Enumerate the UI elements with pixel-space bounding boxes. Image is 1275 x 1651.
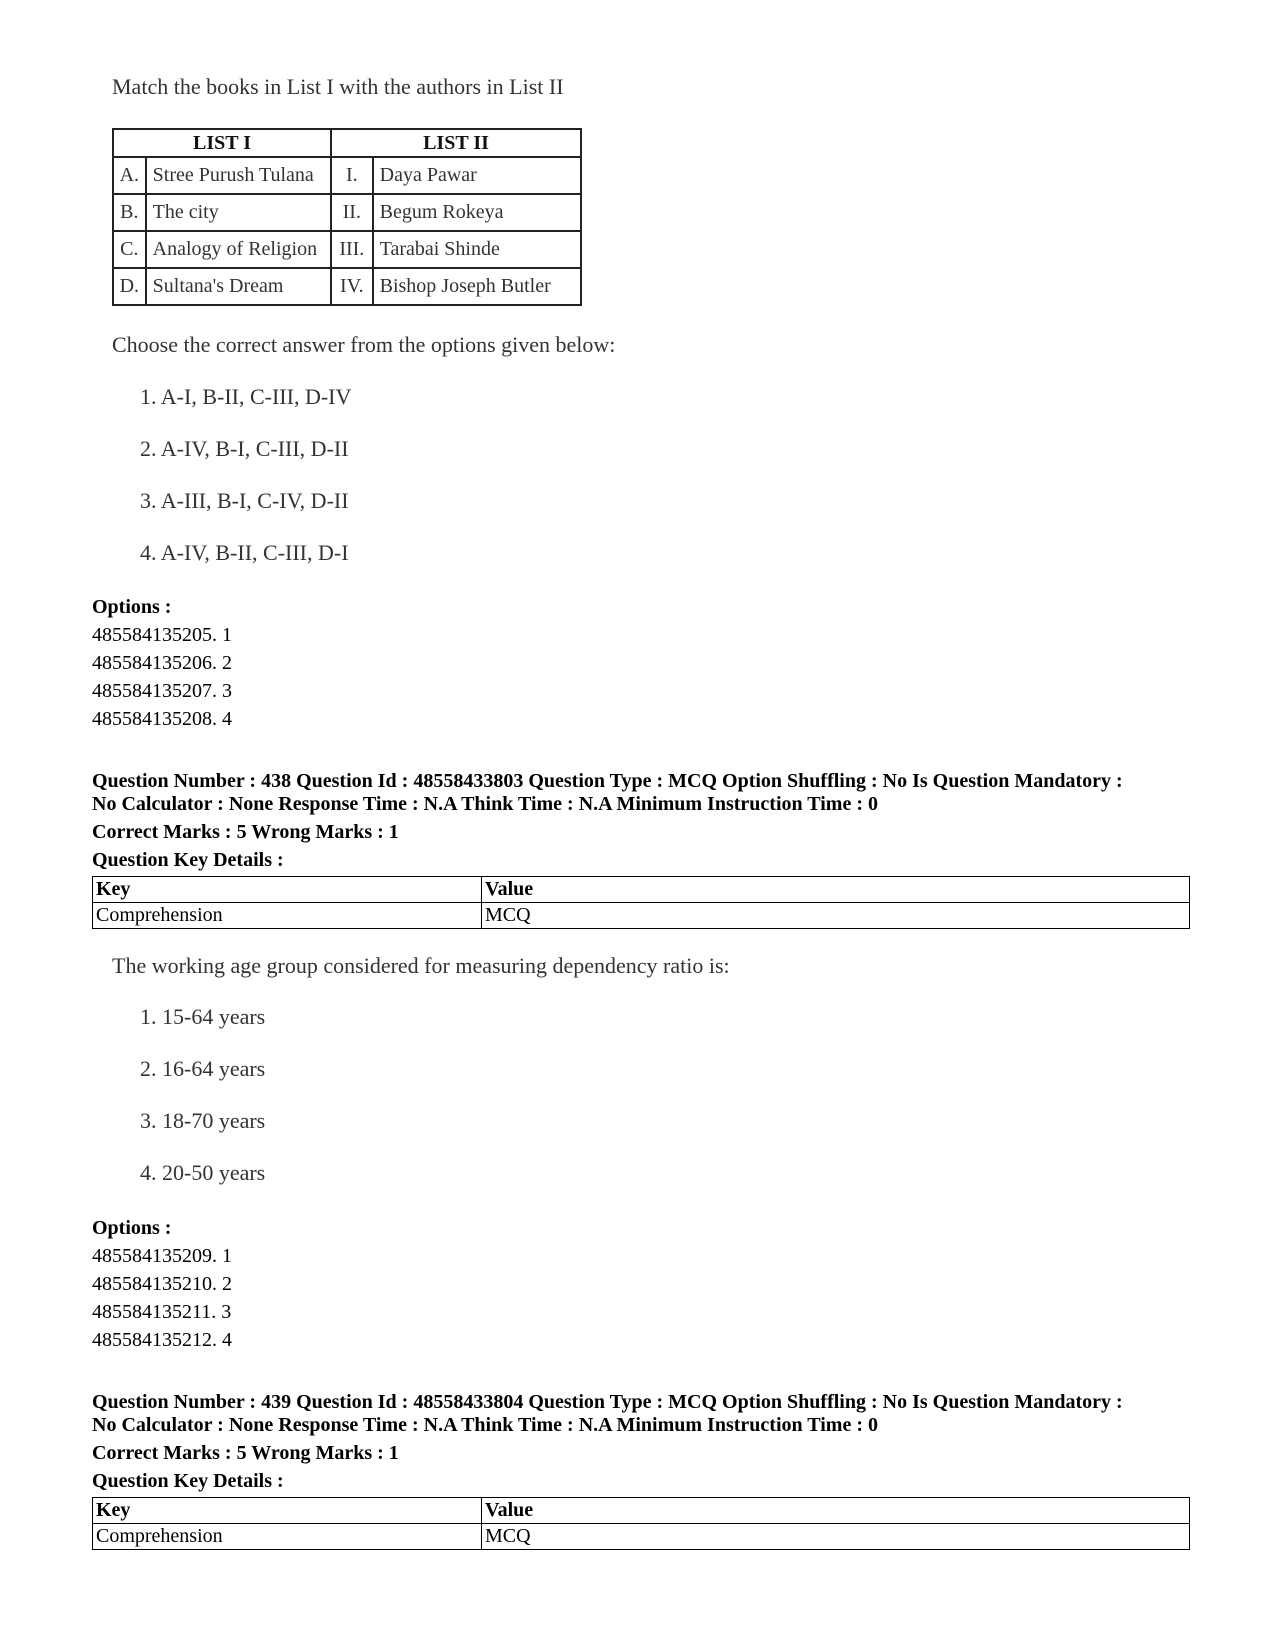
marks-line: Correct Marks : 5 Wrong Marks : 1	[92, 1442, 399, 1464]
key-header: Key	[93, 877, 482, 903]
q438-choice: 4. 20-50 years	[140, 1160, 266, 1185]
list-ii-numeral: IV.	[331, 268, 373, 305]
author-name: Bishop Joseph Butler	[373, 268, 581, 305]
option-id: 485584135208. 4	[92, 708, 232, 730]
match-table	[112, 128, 582, 306]
table-row	[93, 903, 1190, 929]
key-details-label: Question Key Details :	[92, 849, 284, 871]
q438-choice: 3. 18-70 years	[140, 1108, 266, 1133]
match-row	[113, 268, 581, 305]
value-cell: MCQ	[482, 903, 1190, 929]
q438-choice: 2. 16-64 years	[140, 1056, 266, 1081]
value-cell: MCQ	[482, 1524, 1190, 1550]
author-name: Begum Rokeya	[373, 194, 581, 231]
book-title: The city	[146, 194, 331, 231]
option-id: 485584135211. 3	[92, 1301, 232, 1323]
list-ii-numeral: II.	[331, 194, 373, 231]
list-i-letter: D.	[113, 268, 146, 305]
q1-choice: 2. A-IV, B-I, C-III, D-II	[140, 436, 349, 461]
option-id: 485584135210. 2	[92, 1273, 232, 1295]
match-row	[113, 194, 581, 231]
match-row	[113, 231, 581, 268]
list-ii-header: LIST II	[331, 129, 581, 157]
q1-choice: 1. A-I, B-II, C-III, D-IV	[140, 384, 352, 409]
option-id: 485584135205. 1	[92, 624, 232, 646]
q1-choice: 3. A-III, B-I, C-IV, D-II	[140, 488, 349, 513]
question-meta-line2: No Calculator : None Response Time : N.A Think Time : N.A Minimum Instruction Time : 0	[92, 1414, 878, 1436]
options-label: Options :	[92, 596, 172, 618]
table-row	[93, 1524, 1190, 1550]
q438-choice: 1. 15-64 years	[140, 1004, 266, 1029]
key-header: Key	[93, 1498, 482, 1524]
list-ii-numeral: I.	[331, 157, 373, 194]
q1-choice: 4. A-IV, B-II, C-III, D-I	[140, 540, 349, 565]
q438-prompt: The working age group considered for measuring dependency ratio is:	[112, 953, 730, 978]
option-id: 485584135206. 2	[92, 652, 232, 674]
value-header: Value	[482, 1498, 1190, 1524]
list-ii-numeral: III.	[331, 231, 373, 268]
key-details-table	[92, 1497, 1190, 1550]
options-label: Options :	[92, 1217, 172, 1239]
option-id: 485584135209. 1	[92, 1245, 232, 1267]
key-details-table	[92, 876, 1190, 929]
value-header: Value	[482, 877, 1190, 903]
list-i-header: LIST I	[113, 129, 331, 157]
list-i-letter: C.	[113, 231, 146, 268]
option-id: 485584135207. 3	[92, 680, 232, 702]
book-title: Sultana's Dream	[146, 268, 331, 305]
q1-instruction: Choose the correct answer from the options given below:	[112, 332, 616, 357]
key-details-label: Question Key Details :	[92, 1470, 284, 1492]
book-title: Analogy of Religion	[146, 231, 331, 268]
match-row	[113, 157, 581, 194]
author-name: Tarabai Shinde	[373, 231, 581, 268]
question-meta-line1: Question Number : 438 Question Id : 48558433803 Question Type : MCQ Option Shuffling : No Is Question Mandatory :	[92, 770, 1123, 792]
table-header-row	[93, 1498, 1190, 1524]
key-cell: Comprehension	[93, 903, 482, 929]
marks-line: Correct Marks : 5 Wrong Marks : 1	[92, 821, 399, 843]
list-i-letter: B.	[113, 194, 146, 231]
question-meta-line2: No Calculator : None Response Time : N.A Think Time : N.A Minimum Instruction Time : 0	[92, 793, 878, 815]
list-i-letter: A.	[113, 157, 146, 194]
question-meta-line1: Question Number : 439 Question Id : 48558433804 Question Type : MCQ Option Shuffling : No Is Question Mandatory :	[92, 1391, 1123, 1413]
key-cell: Comprehension	[93, 1524, 482, 1550]
option-id: 485584135212. 4	[92, 1329, 232, 1351]
author-name: Daya Pawar	[373, 157, 581, 194]
q1-prompt: Match the books in List I with the authors in List II	[112, 74, 564, 99]
book-title: Stree Purush Tulana	[146, 157, 331, 194]
table-header-row	[93, 877, 1190, 903]
